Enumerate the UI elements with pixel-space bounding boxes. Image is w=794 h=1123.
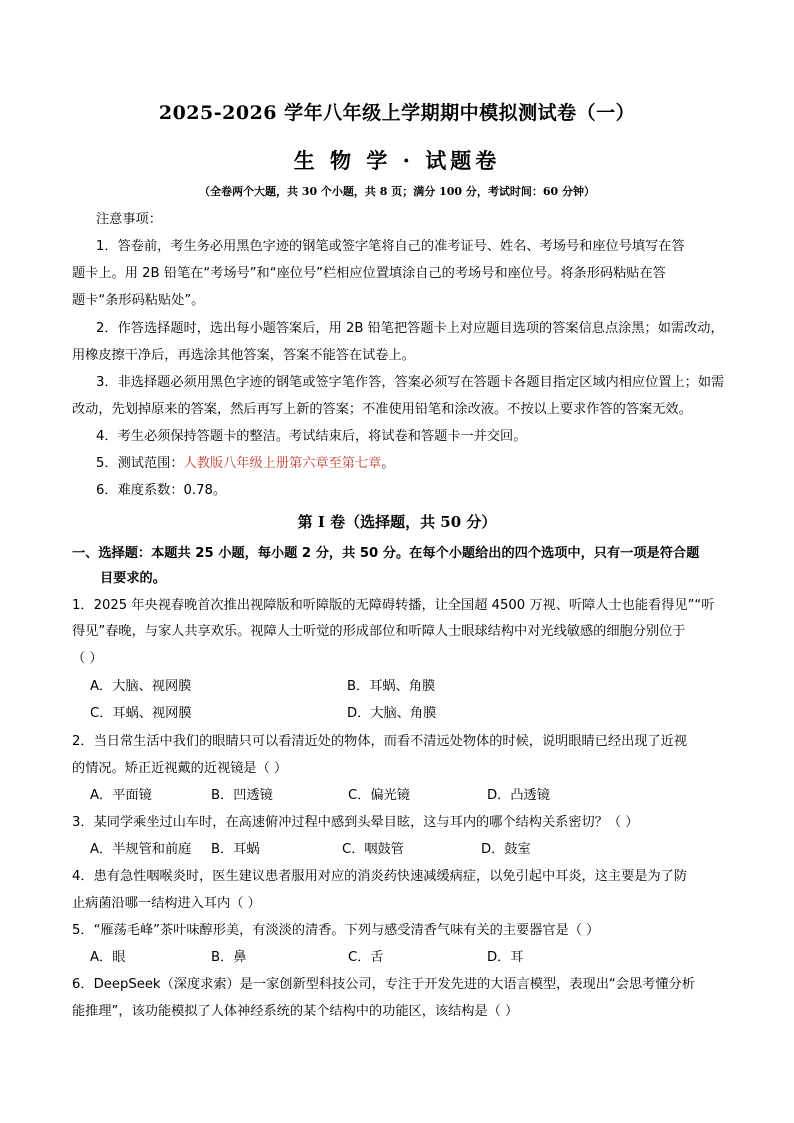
question-1-option-a: A．大脑、视网膜 [90,679,192,694]
notes-heading: 注意事项： [96,212,162,227]
question-6-line-2: 能推理”，该功能模拟了人体神经系统的某个结构中的功能区，该结构是（ ） [72,1004,519,1019]
note-1-line-1: 1．答卷前，考生务必用黑色字迹的钢笔或签字笔将自己的准考证号、姓名、考场号和座位号填写在答 [96,239,685,254]
note-1-line-2: 题卡上。用 2B 铅笔在“考场号”和“座位号”栏相应位置填涂自己的考场号和座位号。将条形码粘贴在答 [72,266,666,281]
note-2-line-2: 用橡皮擦干净后，再选涂其他答案，答案不能答在试卷上。 [72,348,415,363]
question-4-line-1: 4．患有急性咽喉炎时，医生建议患者服用对应的消炎药快速减缓病症，以免引起中耳炎，这主要是为了防 [72,869,688,884]
note-5-suffix: 。 [381,456,395,471]
note-4: 4．考生必须保持答题卡的整洁。考试结束后，将试卷和答题卡一并交回。 [96,429,527,444]
question-5-option-c: C．舌 [348,950,384,965]
question-1-line-2: 得见”春晚，与家人共享欢乐。视障人士听觉的形成部位和听障人士眼球结构中对光线敏感的细胞分别位于 [72,624,686,639]
exam-meta: （全卷两个大题，共 30 个小题，共 8 页；满分 100 分，考试时间：60 分钟） [198,185,596,198]
question-1-line-3: （ ） [72,651,103,666]
question-2-option-a: A．平面镜 [90,788,152,803]
question-1-option-b: B．耳蜗、角膜 [347,679,436,694]
note-6: 6．难度系数：0.78。 [96,483,227,498]
section-title: 第 I 卷（选择题，共 50 分） [297,513,497,531]
question-3-option-b: B．耳蜗 [211,842,260,857]
question-3-option-c: C．咽鼓管 [342,842,404,857]
question-5-option-d: D．耳 [487,950,524,965]
question-2-option-c: C．偏光镜 [348,788,410,803]
note-3-line-1: 3．非选择题必须用黑色字迹的钢笔或签字笔作答，答案必须写在答题卡各题目指定区域内相应位置上；如需 [96,375,725,390]
note-5-prefix: 5．测试范围： [96,456,184,471]
section-instruction-line-1: 一、选择题：本题共 25 小题，每小题 2 分，共 50 分。在每个小题给出的四个选项中，只有一项是符合题 [72,546,700,561]
question-1-option-c: C．耳蜗、视网膜 [90,706,192,721]
question-3-line-1: 3．某同学乘坐过山车时，在高速俯冲过程中感到头晕目眩，这与耳内的哪个结构关系密切？（ ） [72,815,639,830]
question-5-line-1: 5．“雁荡毛峰”茶叶味醇形美，有淡淡的清香。下列与感受清香气味有关的主要器官是（ ） [72,923,600,938]
question-6-line-1: 6．DeepSeek（深度求索）是一家创新型科技公司，专注于开发先进的大语言模型，表现出“会思考懂分析 [72,977,695,992]
question-2-line-1: 2．当日常生活中我们的眼睛只可以看清近处的物体，而看不清远处物体的时候，说明眼睛已经出现了近视 [72,734,688,749]
question-1-option-d: D．大脑、角膜 [347,706,437,721]
exam-title: 2025-2026 学年八年级上学期期中模拟测试卷（一） [158,102,636,124]
note-5-range: 人教版八年级上册第六章至第七章 [183,456,382,471]
question-2-option-d: D．凸透镜 [487,788,550,803]
question-3-option-a: A．半规管和前庭 [90,842,192,857]
question-3-option-d: D．鼓室 [481,842,531,857]
question-2-option-b: B．凹透镜 [211,788,273,803]
exam-subtitle: 生 物 学 · 试题卷 [293,148,501,173]
question-5-option-b: B．鼻 [211,950,247,965]
question-5-option-a: A．眼 [90,950,126,965]
note-2-line-1: 2．作答选择题时，选出每小题答案后，用 2B 铅笔把答题卡上对应题目选项的答案信息点涂黑；如需改动， [96,321,724,336]
note-5 [96,455,395,473]
note-3-line-2: 改动，先划掉原来的答案，然后再写上新的答案；不准使用铅笔和涂改液。不按以上要求作答的答案无效。 [72,402,692,417]
note-1-line-3: 题卡“条形码粘贴处”。 [72,293,205,308]
question-4-line-2: 止病菌沿哪一结构进入耳内（ ） [72,896,261,911]
section-instruction-line-2: 目要求的。 [100,571,166,586]
question-1-line-1: 1．2025 年央视春晚首次推出视障版和听障版的无障碍转播，让全国超 4500 万视、听障人士也能看得见”“听 [72,598,715,613]
question-2-line-2: 的情况。矫正近视戴的近视镜是（ ） [72,761,288,776]
